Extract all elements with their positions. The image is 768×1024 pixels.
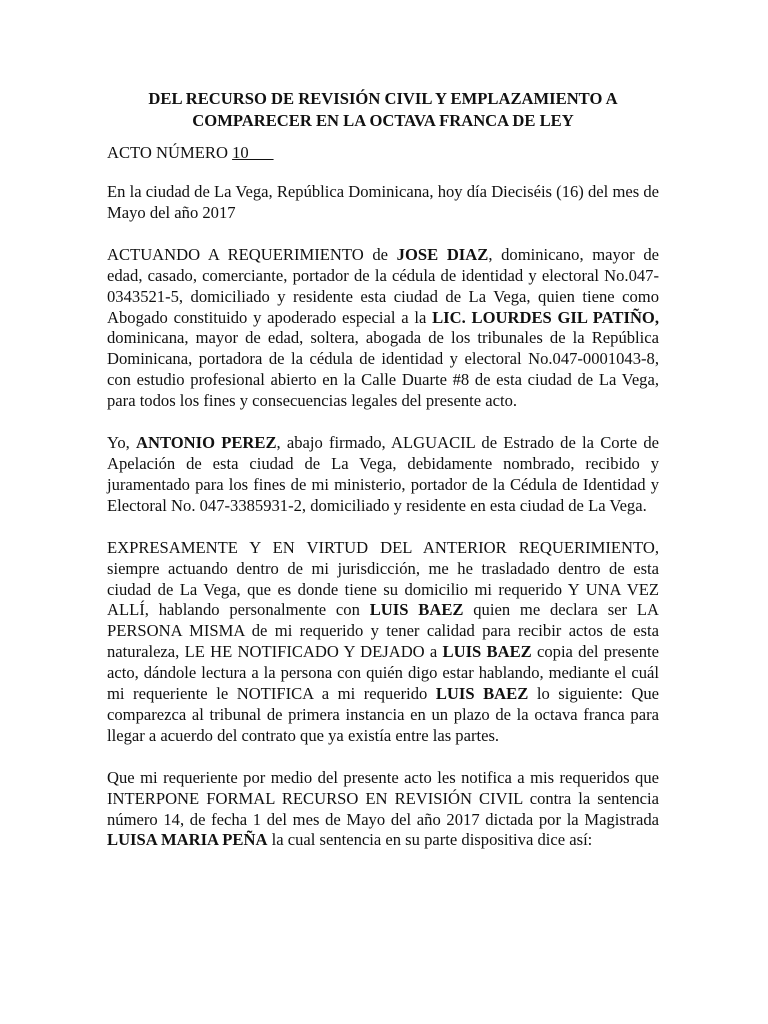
requirement-name-client: JOSE DIAZ — [396, 244, 489, 264]
requirement-text-1: ACTUANDO A REQUERIMIENTO de — [107, 244, 397, 264]
paragraph-requirement — [107, 245, 659, 412]
document-page — [107, 88, 659, 872]
bailiff-text-1: Yo, — [107, 433, 136, 453]
paragraph-appeal — [107, 768, 659, 852]
notification-name-1: LUIS BAEZ — [369, 600, 464, 620]
requirement-text-2: , dominicano, mayor de edad, casado, comerciante, portador de la cédula de identidad y electoral No.047-0343521-5, domiciliado y residente esta ciudad de La Vega, quien tiene como Abogado constituido y apoderado especial a la — [107, 244, 659, 327]
paragraph-date-text: En la ciudad de La Vega, República Dominicana, hoy día Dieciséis (16) del mes de Mayo del año 2017 — [107, 182, 659, 222]
title-line-2: COMPARECER EN LA OCTAVA FRANCA DE LEY — [192, 111, 574, 130]
notification-name-2: LUIS BAEZ — [442, 642, 532, 662]
title-line-1: DEL RECURSO DE REVISIÓN CIVIL Y EMPLAZAMIENTO A — [148, 89, 618, 108]
notification-text-1: EXPRESAMENTE Y EN VIRTUD DEL ANTERIOR REQUERIMIENTO, siempre actuando dentro de mi jurisdicción, me he trasladado dentro de esta ciudad de La Vega, que es donde tiene su domicilio mi requerido Y UNA VEZ ALLÍ, hablando personalmente con — [107, 537, 659, 620]
act-number-line — [107, 142, 659, 164]
appeal-name-judge: LUISA MARIA PEÑA — [107, 830, 268, 850]
appeal-text-2: la cual sentencia en su parte dispositiva dice así: — [267, 830, 593, 850]
act-number: 10 — [232, 143, 274, 162]
document-title — [107, 88, 659, 132]
notification-text-2: quien me declara ser LA PERSONA MISMA de mi requerido y tener calidad para recibir actos de esta naturaleza, LE HE NOTIFICADO Y DEJADO a — [107, 600, 659, 662]
paragraph-bailiff — [107, 433, 659, 517]
requirement-text-3: dominicana, mayor de edad, soltera, abogada de los tribunales de la República Dominicana, portadora de la cédula de identidad y electoral No.047-0001043-8, con estudio profesional abierto en la Calle Duarte #8 de esta ciudad de La Vega, para todos los fines y consecuencias legales del presente acto. — [107, 328, 659, 411]
act-label: ACTO NÚMERO — [107, 143, 233, 162]
bailiff-text-2: , abajo firmado, ALGUACIL de Estrado de la Corte de Apelación de esta ciudad de La Vega, debidamente nombrado, recibido y juramentado para los fines de mi ministerio, portador de la Cédula de Identidad y Electoral No. 047-3385931-2, domiciliado y residente en esta ciudad de La Vega. — [107, 433, 659, 515]
bailiff-name: ANTONIO PEREZ — [135, 433, 277, 453]
notification-name-3: LUIS BAEZ — [435, 684, 529, 704]
notification-text-4: lo siguiente: Que comparezca al tribunal de primera instancia en un plazo de la octava franca para llegar a acuerdo del contrato que ya existía entre las partes. — [107, 684, 659, 745]
requirement-name-lawyer: LIC. LOURDES GIL PATIÑO, — [432, 307, 659, 327]
paragraph-date — [107, 182, 659, 224]
paragraph-notification — [107, 538, 659, 747]
notification-text-3: copia del presente acto, dándole lectura a la persona con quién digo estar hablando, mediante el cuál mi requeriente le NOTIFICA a mi requerido — [107, 642, 659, 704]
appeal-text-1: Que mi requeriente por medio del presente acto les notifica a mis requeridos que INTERPONE FORMAL RECURSO EN REVISIÓN CIVIL contra la sentencia número 14, de fecha 1 del mes de Mayo del año 2017 dictada por la Magistrada — [107, 767, 659, 829]
